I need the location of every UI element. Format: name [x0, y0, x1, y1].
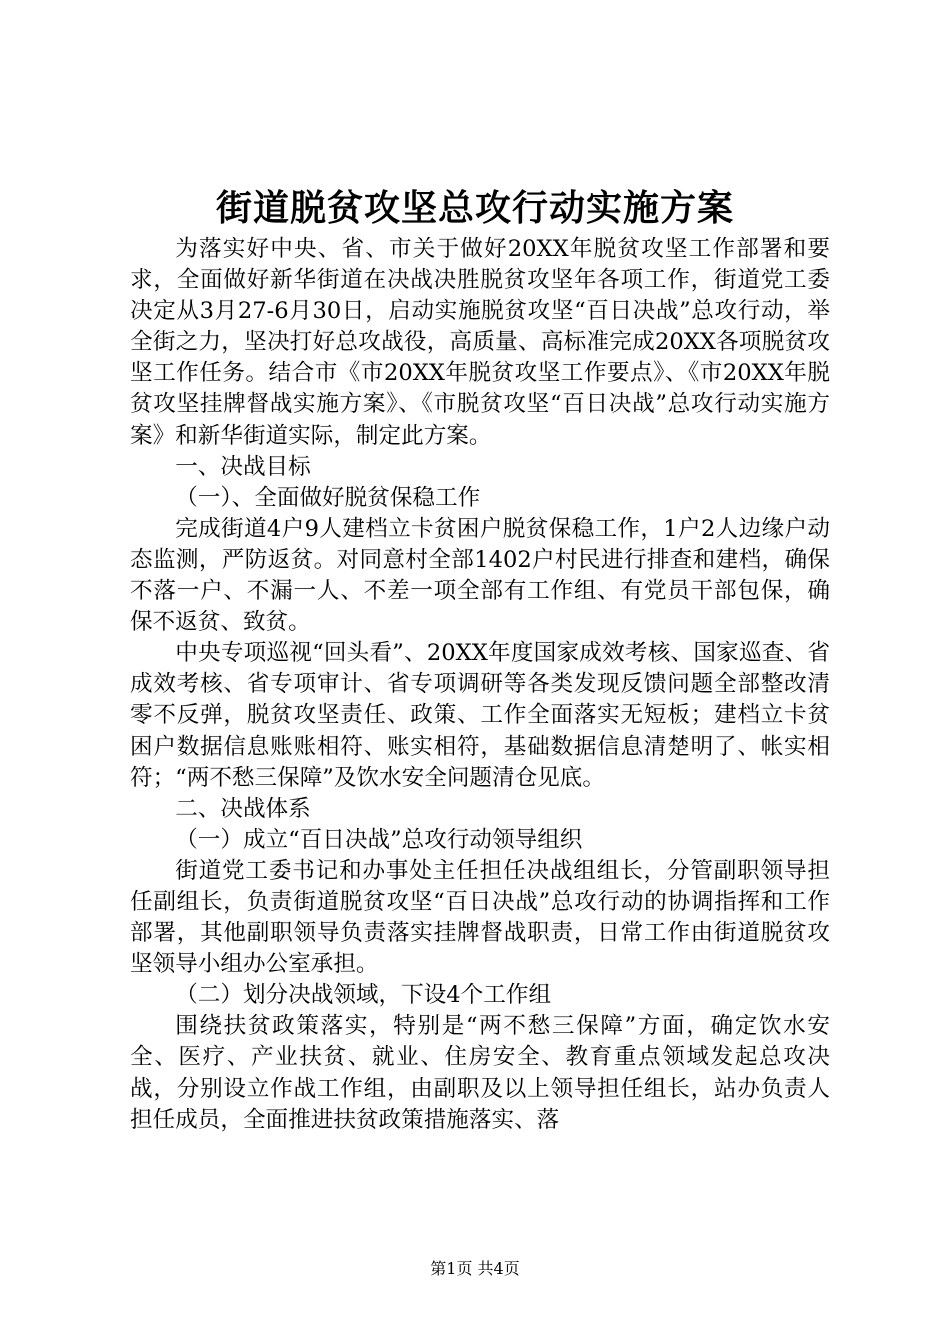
subsection-heading-workgroups: （二）划分决战领域，下设4个工作组	[175, 982, 552, 1009]
paragraph-workgroups: 围绕扶贫政策落实，特别是“两不愁三保障”方面，确定饮水安全、医疗、产业扶贫、就业、住房安全、教育重点领域发起总攻决战，分别设立作战工作组，由副职及以上领导担任组长，站办负责人担任成员，全面推进扶贫政策措施落实、落	[130, 1013, 830, 1133]
paragraph-leadership: 街道党工委书记和办事处主任担任决战组组长，分管副职领导担任副组长，负责街道脱贫攻坚“百日决战”总攻行动的协调指挥和工作部署，其他副职领导负责落实挂牌督战职责，日常工作由街道脱贫攻坚领导小组办公室承担。	[130, 857, 830, 978]
subsection-heading-leadership: （一）成立“百日决战”总攻行动领导组织	[175, 826, 583, 853]
section-heading-goals: 一、决战目标	[175, 453, 311, 480]
document-title: 街道脱贫攻坚总攻行动实施方案	[215, 187, 734, 229]
page-number-footer: 第1页 共4页	[430, 1259, 520, 1278]
paragraph-rectification: 中央专项巡视“回头看”、20XX年度国家成效考核、国家巡查、省成效考核、省专项审计、省专项调研等各类发现反馈问题全部整改清零不反弹，脱贫攻坚责任、政策、工作全面落实无短板；建档立卡贫困户数据信息账账相符、账实相符，基础数据信息清楚明了、帐实相符；“两不愁三保障”及饮水安全问题清仓见底。	[130, 640, 830, 791]
section-heading-system: 二、决战体系	[175, 795, 311, 822]
subsection-heading-stability: （一）、全面做好脱贫保稳工作	[175, 484, 481, 511]
document-body	[130, 234, 830, 1136]
paragraph-stability-work: 完成街道4户9人建档立卡贫困户脱贫保稳工作，1户2人边缘户动态监测，严防返贫。对同意村全部1402户村民进行排查和建档，确保不落一户、不漏一人、不差一项全部有工作组、有党员干部包保，确保不返贫、致贫。	[130, 515, 830, 636]
intro-paragraph: 为落实好中央、省、市关于做好20XX年脱贫攻坚工作部署和要求，全面做好新华街道在决战决胜脱贫攻坚年各项工作，街道党工委决定从3月27-6月30日，启动实施脱贫攻坚“百日决战”总攻行动，举全街之力，坚决打好总攻战役，高质量、高标准完成20XX各项脱贫攻坚工作任务。结合市《市20XX年脱贫攻坚工作要点》、《市20XX年脱贫攻坚挂牌督战实施方案》、《市脱贫攻坚“百日决战”总攻行动实施方案》和新华街道实际，制定此方案。	[130, 236, 830, 449]
